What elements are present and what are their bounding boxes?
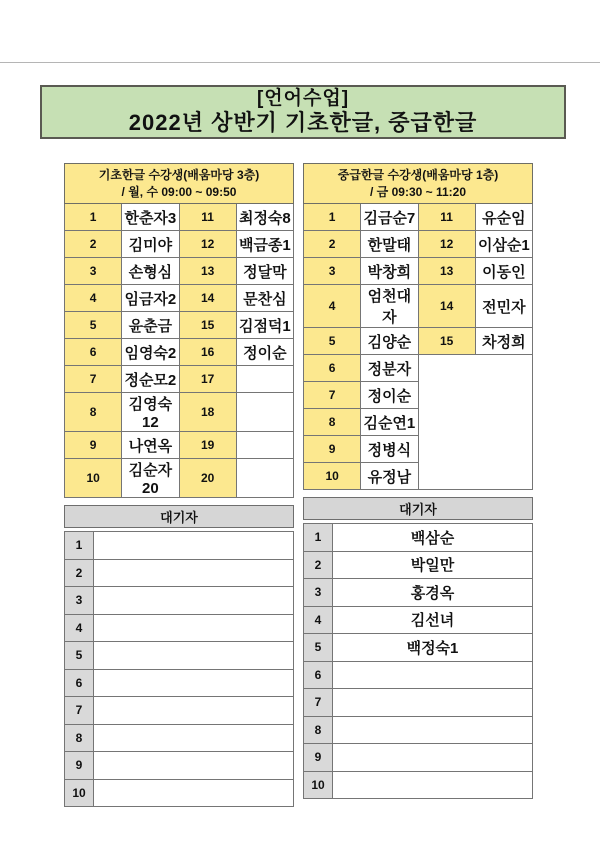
document-title-box: [40, 85, 566, 139]
roster-number: 8: [304, 409, 361, 436]
table-row: [65, 204, 294, 231]
student-name: [236, 459, 293, 498]
waiting-name: [94, 669, 294, 697]
waiting-row: [304, 551, 533, 579]
table-row: [65, 285, 294, 312]
student-name: 이삼순1: [475, 231, 532, 258]
waiting-row: [304, 771, 533, 799]
waiting-row: [304, 716, 533, 744]
student-name: 김금순7: [361, 204, 418, 231]
roster-number: 16: [179, 339, 236, 366]
student-name: [236, 393, 293, 432]
waiting-row: [304, 689, 533, 717]
roster-number: 7: [304, 382, 361, 409]
waiting-number: 8: [65, 724, 94, 752]
student-name: 임금자2: [122, 285, 179, 312]
roster-number: 11: [418, 204, 475, 231]
student-name: [236, 366, 293, 393]
student-name: 전민자: [475, 285, 532, 328]
waiting-name: [333, 716, 533, 744]
waiting-number: 9: [65, 752, 94, 780]
roster-header-schedule: / 금 09:30 ~ 11:20: [370, 184, 466, 199]
roster-number: 17: [179, 366, 236, 393]
student-name: 정병식: [361, 436, 418, 463]
waiting-row: [65, 532, 294, 560]
basic-roster-header: [65, 164, 294, 204]
waiting-row: [65, 724, 294, 752]
waiting-name: [94, 559, 294, 587]
roster-number: 3: [304, 258, 361, 285]
roster-number: 12: [179, 231, 236, 258]
roster-number: 7: [65, 366, 122, 393]
roster-number: 5: [65, 312, 122, 339]
student-name: 정순모2: [122, 366, 179, 393]
waiting-name: 홍경옥: [333, 579, 533, 607]
student-name: 정분자: [361, 355, 418, 382]
waiting-number: 4: [65, 614, 94, 642]
empty-merged-cell: [418, 355, 533, 490]
waiting-number: 7: [65, 697, 94, 725]
roster-header-title: 기초한글 수강생(배움마당 3층): [98, 168, 260, 183]
waiting-name: [94, 642, 294, 670]
roster-number: 10: [304, 463, 361, 490]
student-name: 한춘자3: [122, 204, 179, 231]
table-row: [65, 366, 294, 393]
roster-number: 6: [304, 355, 361, 382]
student-name: [236, 432, 293, 459]
student-name: 유정남: [361, 463, 418, 490]
waiting-row: [304, 579, 533, 607]
student-name: 임영숙2: [122, 339, 179, 366]
roster-number: 18: [179, 393, 236, 432]
table-header-row: [304, 164, 533, 204]
waiting-row: [65, 752, 294, 780]
roster-number: 6: [65, 339, 122, 366]
roster-number: 9: [304, 436, 361, 463]
table-row: [65, 432, 294, 459]
student-name: 유순임: [475, 204, 532, 231]
waiting-name: [333, 744, 533, 772]
waiting-number: 6: [304, 661, 333, 689]
waiting-number: 5: [65, 642, 94, 670]
waiting-number: 9: [304, 744, 333, 772]
roster-number: 15: [179, 312, 236, 339]
roster-number: 9: [65, 432, 122, 459]
waiting-row: [304, 744, 533, 772]
waiting-number: 3: [65, 587, 94, 615]
waiting-row: [304, 524, 533, 552]
intermediate-hangul-table: [303, 163, 533, 490]
basic-waiting-table: [64, 531, 294, 807]
roster-number: 11: [179, 204, 236, 231]
student-name: 차정희: [475, 328, 532, 355]
table-row: [65, 258, 294, 285]
waiting-row: [304, 606, 533, 634]
student-name: 김순자20: [122, 459, 179, 498]
table-row: [65, 312, 294, 339]
intermediate-waiting-table: [303, 523, 533, 799]
roster-number: 3: [65, 258, 122, 285]
waiting-name: 백삼순: [333, 524, 533, 552]
table-row: [304, 285, 533, 328]
student-name: 정달막: [236, 258, 293, 285]
student-name: 문찬심: [236, 285, 293, 312]
student-name: 윤춘금: [122, 312, 179, 339]
waiting-row: [65, 669, 294, 697]
student-name: 김순연1: [361, 409, 418, 436]
waiting-number: 2: [65, 559, 94, 587]
student-name: 엄천대자: [361, 285, 418, 328]
waiting-number: 2: [304, 551, 333, 579]
waiting-name: [94, 587, 294, 615]
roster-number: 2: [65, 231, 122, 258]
student-name: 김점덕1: [236, 312, 293, 339]
table-header-row: [65, 164, 294, 204]
waiting-row: [65, 587, 294, 615]
table-row: [65, 459, 294, 498]
roster-header-title: 중급한글 수강생(배움마당 1층): [337, 168, 499, 183]
waiting-number: 7: [304, 689, 333, 717]
waiting-row: [65, 642, 294, 670]
waiting-name: [94, 697, 294, 725]
waiting-row: [65, 614, 294, 642]
waiting-name: [94, 752, 294, 780]
waiting-name: [333, 661, 533, 689]
intermediate-roster-header: [304, 164, 533, 204]
waiting-name: 김선녀: [333, 606, 533, 634]
waiting-row: [65, 779, 294, 807]
roster-number: 13: [418, 258, 475, 285]
roster-number: 14: [418, 285, 475, 328]
table-row: [65, 231, 294, 258]
student-name: 백금종1: [236, 231, 293, 258]
table-row: [304, 231, 533, 258]
table-row: [304, 355, 533, 382]
waiting-name: 백정숙1: [333, 634, 533, 662]
waiting-name: [333, 689, 533, 717]
basic-hangul-table: [64, 163, 294, 498]
waiting-number: 1: [304, 524, 333, 552]
roster-number: 12: [418, 231, 475, 258]
waiting-number: 10: [304, 771, 333, 799]
student-name: 김양순: [361, 328, 418, 355]
waiting-number: 3: [304, 579, 333, 607]
waiting-number: 5: [304, 634, 333, 662]
roster-number: 1: [304, 204, 361, 231]
waiting-number: 6: [65, 669, 94, 697]
table-row: [65, 339, 294, 366]
waiting-name: 박일만: [333, 551, 533, 579]
student-name: 손형심: [122, 258, 179, 285]
waiting-name: [94, 532, 294, 560]
table-row: [304, 328, 533, 355]
roster-number: 2: [304, 231, 361, 258]
waiting-row: [304, 634, 533, 662]
waiting-number: 4: [304, 606, 333, 634]
roster-number: 19: [179, 432, 236, 459]
roster-number: 8: [65, 393, 122, 432]
title-line-1: [언어수업]: [256, 88, 350, 110]
waiting-name: [333, 771, 533, 799]
student-name: 최정숙8: [236, 204, 293, 231]
waiting-number: 1: [65, 532, 94, 560]
student-name: 한말태: [361, 231, 418, 258]
roster-number: 5: [304, 328, 361, 355]
roster-number: 13: [179, 258, 236, 285]
waiting-number: 8: [304, 716, 333, 744]
intermediate-hangul-roster: [303, 163, 533, 799]
basic-hangul-roster: [64, 163, 294, 807]
roster-number: 4: [304, 285, 361, 328]
title-line-2: 2022년 상반기 기초한글, 중급한글: [128, 110, 478, 136]
table-row: [304, 204, 533, 231]
waiting-number: 10: [65, 779, 94, 807]
table-row: [65, 393, 294, 432]
student-name: 박창희: [361, 258, 418, 285]
student-name: 정이순: [361, 382, 418, 409]
waiting-row: [65, 697, 294, 725]
roster-number: 15: [418, 328, 475, 355]
scan-artifact-line: [0, 62, 600, 63]
waiting-list-header: 대기자: [64, 505, 294, 528]
roster-number: 1: [65, 204, 122, 231]
student-name: 이동인: [475, 258, 532, 285]
roster-number: 10: [65, 459, 122, 498]
roster-number: 14: [179, 285, 236, 312]
student-name: 나연옥: [122, 432, 179, 459]
student-name: 김미야: [122, 231, 179, 258]
table-row: [304, 258, 533, 285]
waiting-name: [94, 614, 294, 642]
waiting-name: [94, 724, 294, 752]
waiting-row: [65, 559, 294, 587]
student-name: 정이순: [236, 339, 293, 366]
waiting-list-header: 대기자: [303, 497, 533, 520]
waiting-name: [94, 779, 294, 807]
roster-header-schedule: / 월, 수 09:00 ~ 09:50: [121, 184, 237, 199]
roster-number: 20: [179, 459, 236, 498]
waiting-row: [304, 661, 533, 689]
roster-number: 4: [65, 285, 122, 312]
student-name: 김영숙12: [122, 393, 179, 432]
